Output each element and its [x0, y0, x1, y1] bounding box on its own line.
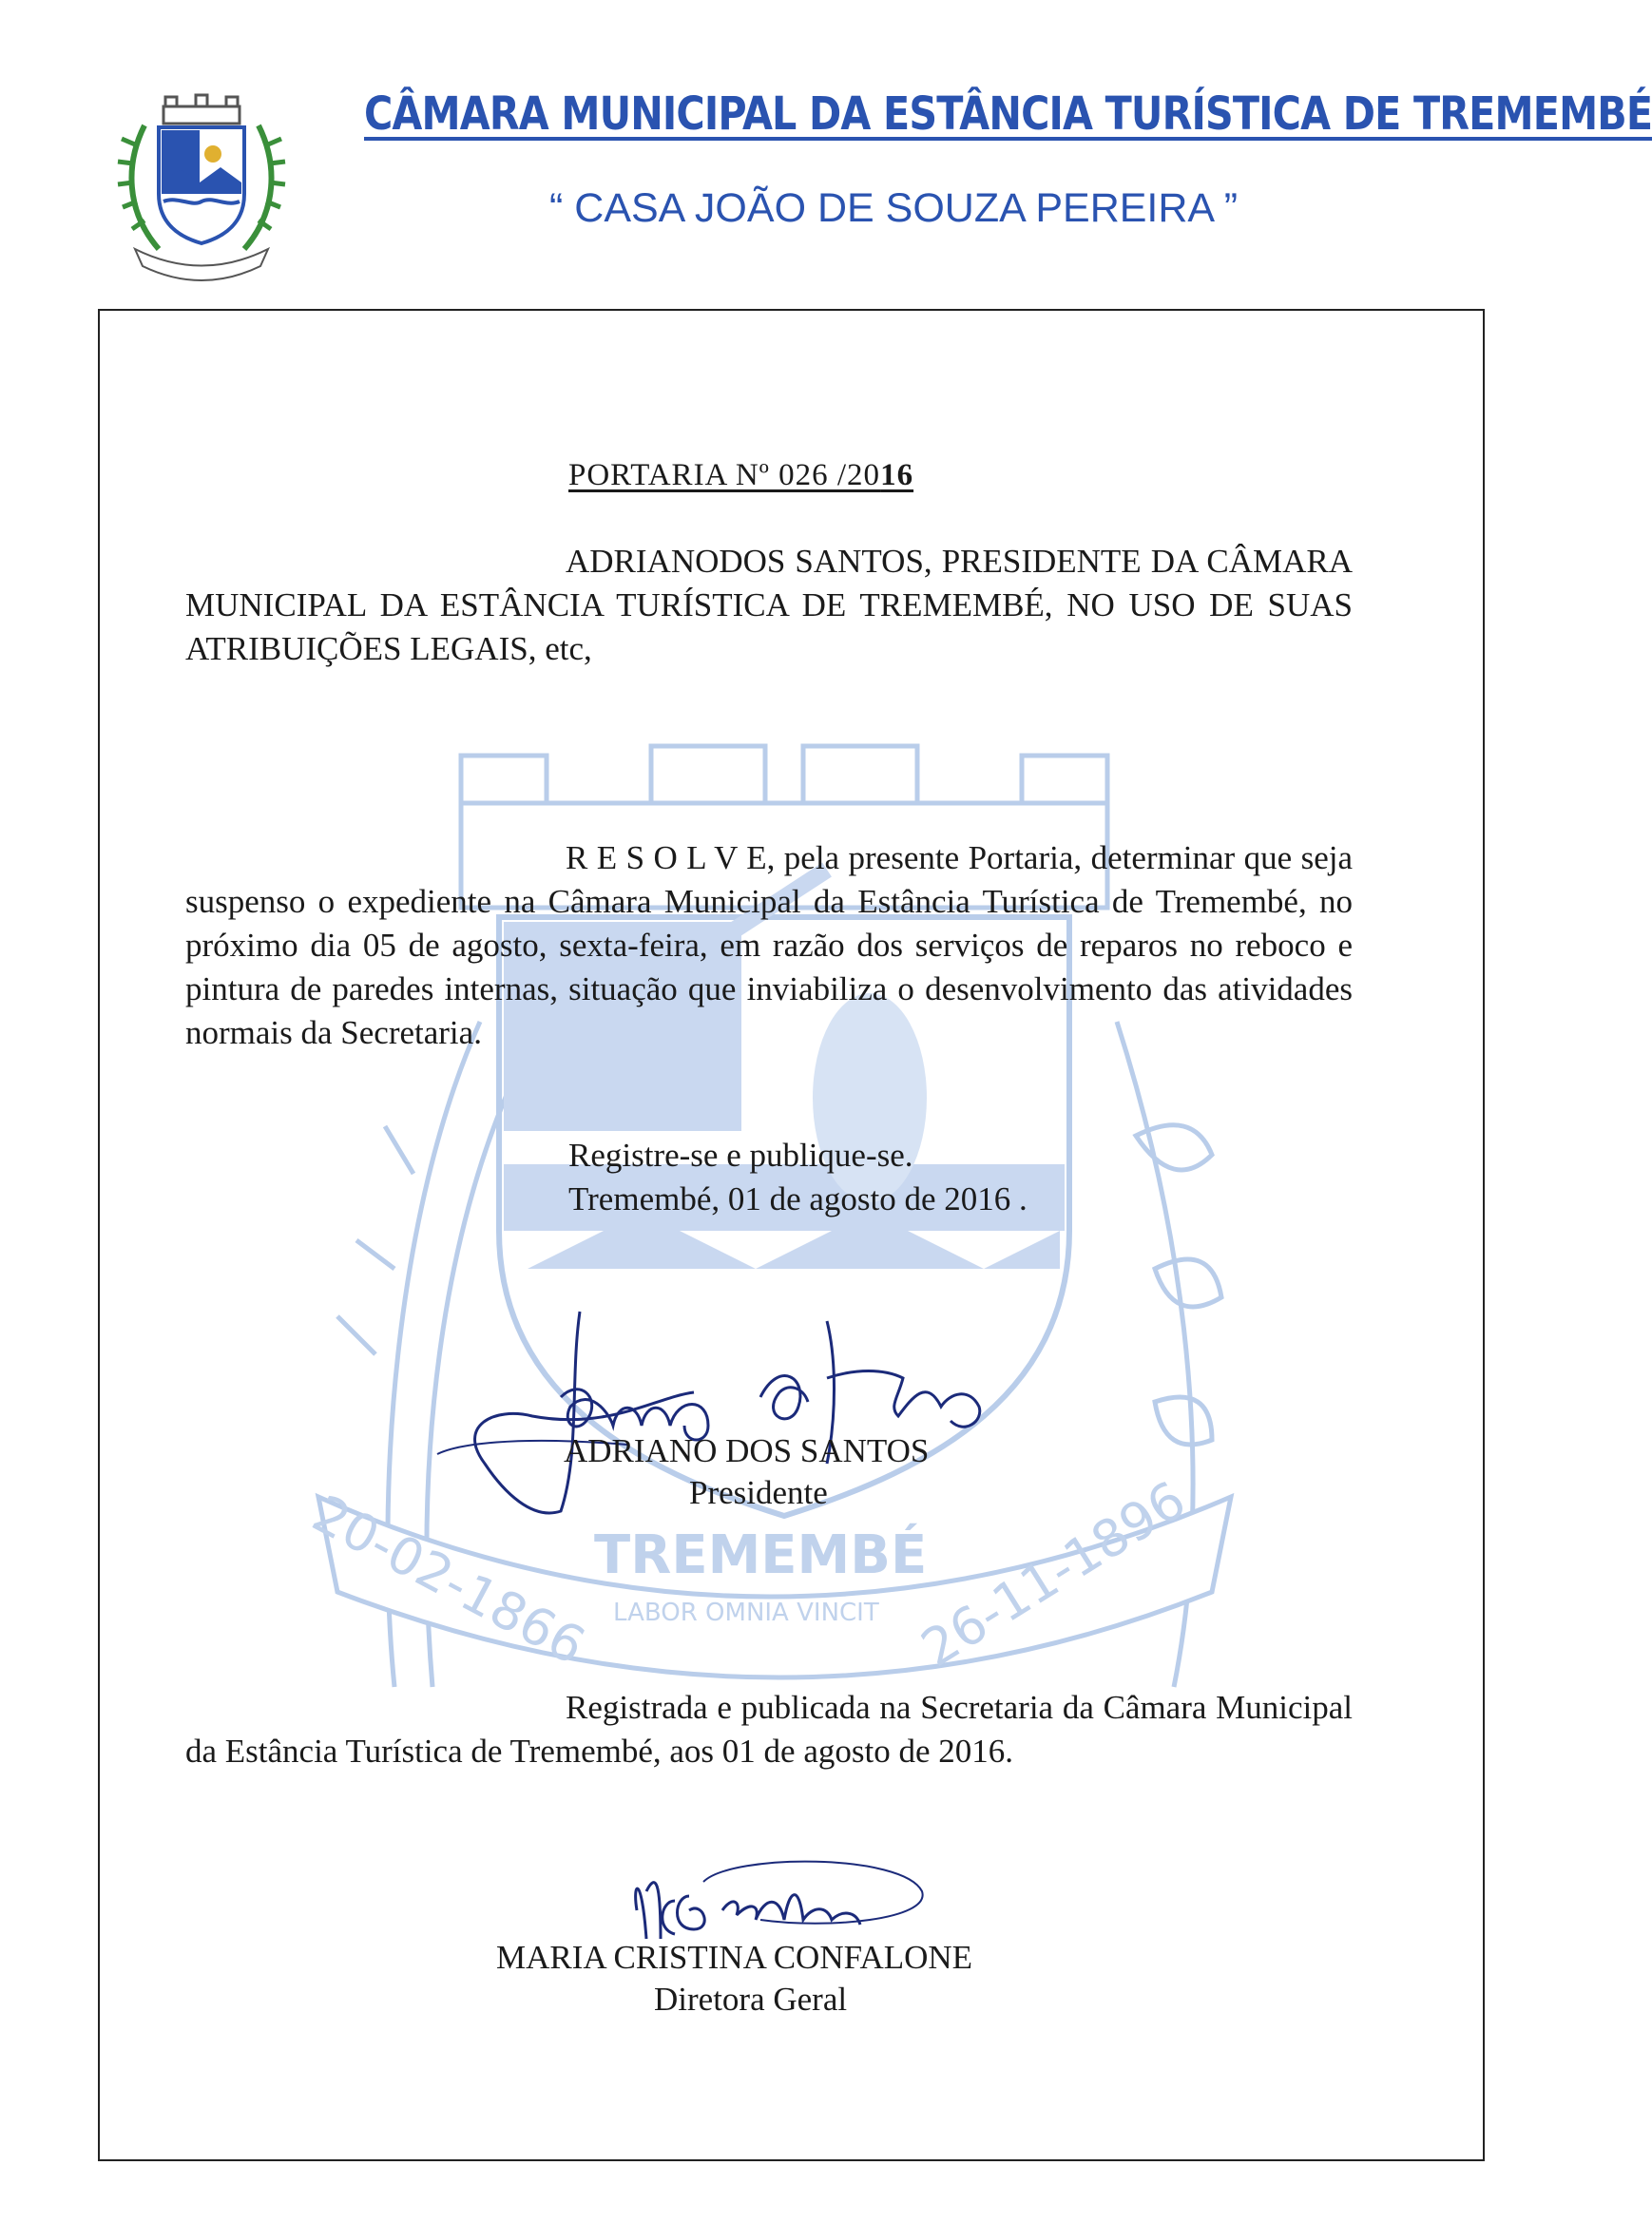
document-title-prefix: PORTARIA Nº 026 /20	[568, 458, 881, 492]
watermark-date-right: 26-11-1896	[911, 1469, 1197, 1679]
signatory-2-role: Diretora Geral	[654, 1981, 848, 2018]
organization-subtitle: “ CASA JOÃO DE SOUZA PEREIRA ”	[549, 185, 1239, 231]
municipal-crest-logo	[106, 87, 297, 297]
registration-paragraph	[185, 1686, 1353, 1773]
watermark-name-text: TREMEMBÉ	[594, 1524, 928, 1586]
watermark-motto-text: LABOR OMNIA VINCIT	[613, 1599, 879, 1627]
signatory-1-name: ADRIANO DOS SANTOS	[564, 1432, 930, 1469]
register-line-2: Tremembé, 01 de agosto de 2016 .	[568, 1180, 1028, 1217]
signatory-1-role: Presidente	[689, 1474, 828, 1511]
watermark-date-left: 20-02-1866	[302, 1483, 595, 1677]
register-block	[568, 1134, 1028, 1221]
resolve-paragraph	[185, 836, 1353, 1055]
intro-text: ADRIANODOS SANTOS, PRESIDENTE DA CÂMARA MUNICIPAL DA ESTÂNCIA TURÍSTICA DE TREMEMBÉ, NO USO DE SUAS ATRIBUIÇÕES LEGAIS, etc,	[185, 543, 1353, 667]
organization-name: CÂMARA MUNICIPAL DA ESTÂNCIA TURÍSTICA DE TREMEMBÉ	[364, 87, 1652, 141]
register-line-1: Registre-se e publique-se.	[568, 1137, 913, 1174]
signatory-2-name: MARIA CRISTINA CONFALONE	[496, 1939, 973, 1976]
registration-text: Registrada e publicada na Secretaria da Câmara Municipal da Estância Turística de Tremembé, aos 01 de agosto de 2016.	[185, 1689, 1353, 1770]
document-title-suffix: 16	[880, 458, 914, 492]
document-title	[568, 458, 913, 493]
resolve-text: R E S O L V E, pela presente Portaria, determinar que seja suspenso o expediente na Câmara Municipal da Estância Turística de Tremembé, no próximo dia 05 de agosto, sexta-feira, em razão dos serviços de reparos no reboco e pintura de paredes internas, situação que inviabiliza o desenvolvimento das atividades normais da Secretaria.	[185, 839, 1353, 1051]
intro-paragraph	[185, 540, 1353, 671]
